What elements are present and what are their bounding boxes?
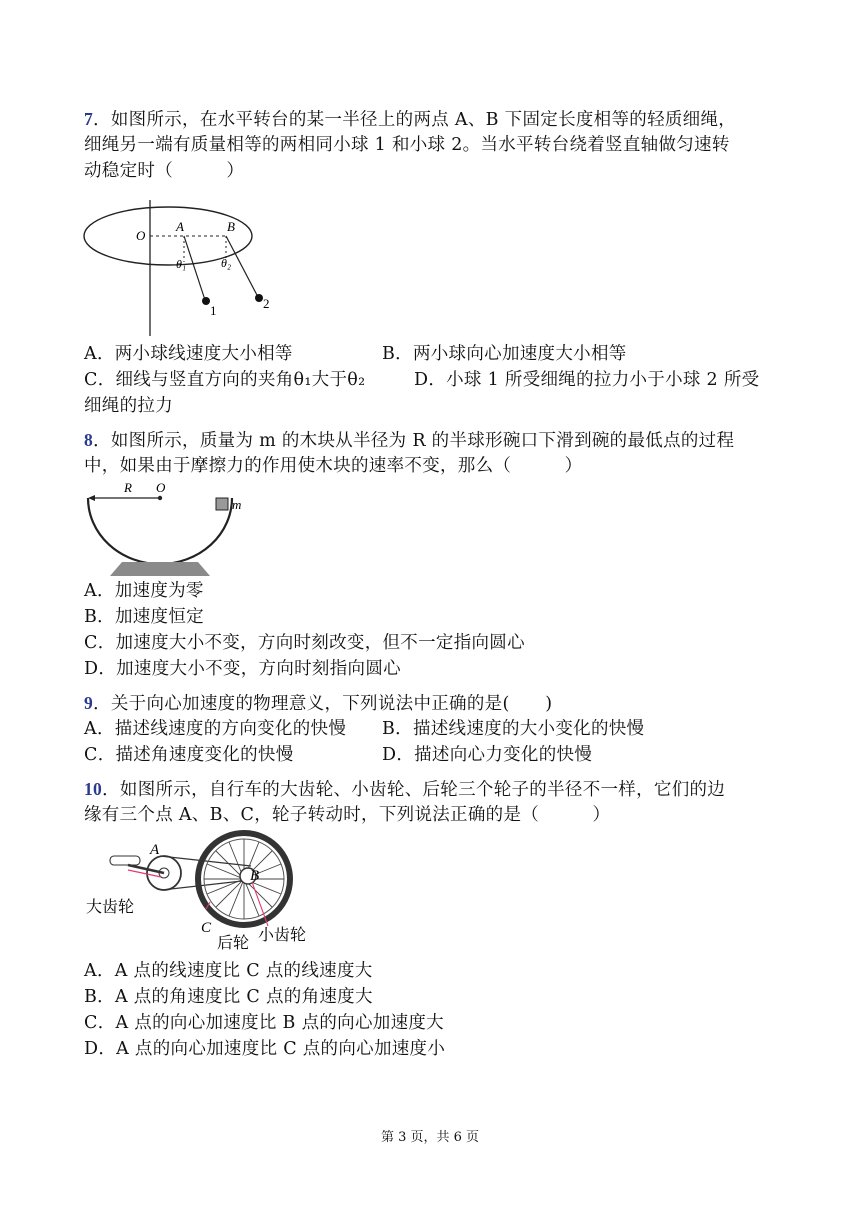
- q7-option-d: D．小球 1 所受细绳的拉力小于小球 2 所受: [414, 370, 760, 390]
- q7-turntable-figure: [80, 200, 280, 340]
- q10-line-2: 缘有三个点 A、B、C，轮子转动时，下列说法正确的是（ ）: [84, 805, 611, 825]
- q10-option-a: A．A 点的线速度比 C 点的线速度大: [84, 961, 373, 981]
- q8-line-2: 中，如果由于摩擦力的作用使木块的速率不变，那么（ ）: [84, 456, 583, 476]
- q7-fig-theta2: θ₂: [221, 256, 232, 270]
- q7-fig-theta1: θ₁: [176, 257, 187, 271]
- q9-number: 9: [84, 693, 94, 713]
- q9-option-b: B．描述线速度的大小变化的快慢: [382, 719, 645, 739]
- q7-fig-label-O: O: [136, 228, 146, 243]
- q7-number: 7: [84, 109, 94, 129]
- q8-fig-label-m: m: [232, 497, 242, 512]
- q7-fig-ball2-label: 2: [263, 296, 270, 311]
- q10-option-d: D．A 点的向心加速度比 C 点的向心加速度小: [84, 1039, 446, 1059]
- q10-fig-small-gear-label: 小齿轮: [258, 927, 307, 944]
- q7-options-row-1: [84, 342, 804, 366]
- q10-fig-label-A: A: [150, 842, 160, 858]
- q10-fig-rear-wheel-label: 后轮: [217, 935, 250, 952]
- q10-bicycle-figure: [84, 830, 324, 954]
- q7-fig-label-B: B: [227, 219, 235, 234]
- q8-option-b: B．加速度恒定: [84, 607, 204, 627]
- page-footer: 第 3 页，共 6 页: [380, 1130, 480, 1145]
- q9-option-c: C．描述角速度变化的快慢: [84, 745, 294, 765]
- q7-option-c: C．细线与竖直方向的夹角θ₁大于θ₂: [84, 370, 366, 390]
- q8-number: 8: [84, 430, 94, 450]
- q7-options-row-2: [84, 368, 804, 392]
- q10-fig-label-B: B: [250, 868, 260, 884]
- q7-option-d-continued: 细绳的拉力: [84, 396, 173, 416]
- q10-line-1: 10．如图所示，自行车的大齿轮、小齿轮、后轮三个轮子的半径不一样，它们的边: [84, 779, 726, 800]
- q9-options-row-2: [84, 743, 804, 767]
- q10-fig-big-gear-label: 大齿轮: [86, 899, 135, 916]
- q8-option-a: A．加速度为零: [84, 581, 204, 601]
- q7-line-1: 7．如图所示，在水平转台的某一半径上的两点 A、B 下固定长度相等的轻质细绳，: [84, 109, 737, 130]
- q9-option-a: A．描述线速度的方向变化的快慢: [84, 719, 347, 739]
- q10-fig-label-C: C: [201, 920, 212, 936]
- q10-option-c: C．A 点的向心加速度比 B 点的向心加速度大: [84, 1013, 444, 1033]
- q10-option-b: B．A 点的角速度比 C 点的角速度大: [84, 987, 373, 1007]
- q8-fig-label-O: O: [156, 480, 166, 495]
- q7-line-2: 细绳另一端有质量相等的两相同小球 1 和小球 2。当水平转台绕着竖直轴做匀速转: [84, 135, 730, 155]
- q9-options-row-1: [84, 717, 804, 741]
- q8-option-c: C．加速度大小不变，方向时刻改变，但不一定指向圆心: [84, 633, 525, 653]
- q8-bowl-figure: [80, 478, 260, 578]
- q7-option-a: A．两小球线速度大小相等: [84, 344, 293, 364]
- q8-fig-label-R: R: [124, 480, 132, 495]
- q7-line-3: 动稳定时（ ）: [84, 161, 245, 181]
- q7-fig-label-A: A: [176, 219, 184, 234]
- q9-option-d: D．描述向心力变化的快慢: [382, 745, 593, 765]
- q8-line-1: 8．如图所示，质量为 m 的木块从半径为 R 的半球形碗口下滑到碗的最低点的过程: [84, 430, 735, 451]
- q9-line-1: 9．关于向心加速度的物理意义，下列说法中正确的是( ): [84, 693, 553, 714]
- q8-option-d: D．加速度大小不变，方向时刻指向圆心: [84, 659, 401, 679]
- q10-number: 10: [84, 779, 103, 799]
- q7-fig-ball1-label: 1: [210, 303, 217, 318]
- q7-option-b: B．两小球向心加速度大小相等: [382, 344, 627, 364]
